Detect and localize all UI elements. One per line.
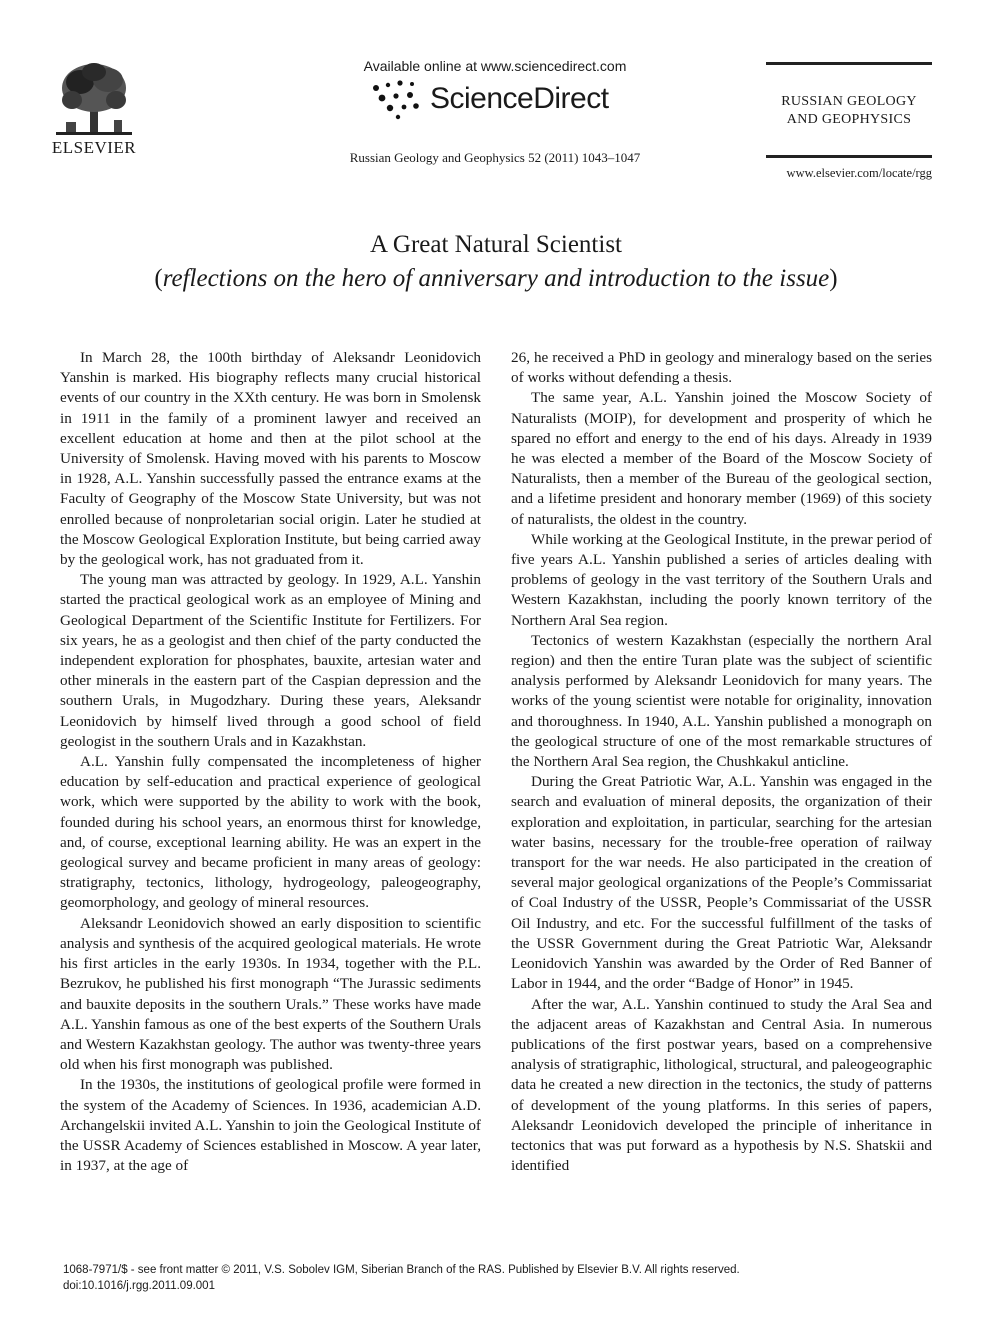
body-column-right	[511, 348, 932, 1176]
article-subtitle: (reflections on the hero of anniversary and introduction to the issue)	[154, 265, 838, 292]
sciencedirect-dots-icon	[370, 80, 422, 120]
paragraph: Tectonics of western Kazakhstan (especially the northern Aral region) and then the entire Turan plate was the subject of scientific analysis performed by Aleksandr Leonidovich for many years. The works of the young scientist were notable for originality, innovation and thoroughness. In 1940, A.L. Yanshin published a monograph on the geological structure of one of the most remarkable structures of the Northern Aral Sea region, the Chushkakul anticline.	[511, 631, 932, 771]
paragraph: Aleksandr Leonidovich showed an early disposition to scientific analysis and synthesis of the acquired geological materials. He wrote his first articles in the early 1930s. In 1934, together with the P.L. Bezrukov, he published his first monograph “The Jurassic sediments and bauxite deposits in the southern Urals.” These works have made A.L. Yanshin famous as one of the best experts of the Southern Urals and Western Kazakhstan geology. The author was twenty-three years old when his first monograph was published.	[60, 914, 481, 1074]
paragraph-continued: 26, he received a PhD in geology and mineralogy based on the series of works without defending a thesis.	[511, 349, 932, 387]
body-column-left	[60, 348, 481, 1176]
elsevier-tree-icon	[36, 60, 152, 136]
elsevier-logo[interactable]	[36, 60, 152, 160]
paragraph: The young man was attracted by geology. In 1929, A.L. Yanshin started the practical geological work as an employee of Mining and Geological Department of the Scientific Institute for Fertilizers. For six years, he as a geologist and then chief of the party conducted the independent exploration for phosphates, bauxite, artesian water and other minerals in the eastern part of the Caspian depression and the southern Urals, in Mugodzhary. During these years, Aleksandr Leonidovich by himself lived through a good school of field geologist in the southern Urals and in Kazakhstan.	[60, 571, 481, 750]
sciencedirect-logo[interactable]	[370, 80, 630, 120]
doi-link[interactable]: doi:10.1016/j.rgg.2011.09.001	[63, 1280, 215, 1292]
footer	[63, 1262, 943, 1294]
paragraph: In March 28, the 100th birthday of Aleksandr Leonidovich Yanshin is marked. His biography reflects many crucial historical events of our country in the XXth century. He was born in Smolensk in 1911 in the family of a prominent lawyer and received an excellent education at home and then at the pilot school at the University of Smolensk. Having moved with his parents to Moscow in 1928, A.L. Yanshin successfully passed the entrance exams at the Faculty of Geography of the Moscow State University, but was not enrolled because of nonproletarian social origin. Later he studied at the Moscow Geological Exploration Institute, but being carried away by the geological work, has not graduated from it.	[60, 349, 481, 569]
paragraph: While working at the Geological Institute, in the prewar period of five years A.L. Yanshin published a series of articles dealing with problems of geology in the vast territory of the Southern Urals and Western Kazakhstan, including the poorly known territory of the Northern Aral Sea region.	[511, 530, 932, 629]
journal-url[interactable]: www.elsevier.com/locate/rgg	[786, 166, 932, 180]
publisher-name: ELSEVIER	[51, 138, 137, 157]
sciencedirect-wordmark: ScienceDirect	[430, 82, 609, 115]
paragraph: After the war, A.L. Yanshin continued to study the Aral Sea and the adjacent areas of Kazakhstan and Central Asia. In numerous publications of the first postwar years, based on a comprehensive analysis of stratigraphic, lithological, structural, and paleogeographic data he created a new direction in the tectonics, the study of patterns of development of the young platforms. In this series of papers, Aleksandr Leonidovich developed the principle of inheritance in tectonics that was put forward as a hypothesis by N.S. Shatskii and identified	[511, 995, 932, 1175]
paragraph: In the 1930s, the institutions of geological profile were formed in the system of the Academy of Sciences. In 1936, academician A.D. Archangelskii invited A.L. Yanshin to join the Geological Institute of the USSR Academy of Sciences established in Moscow. A year later, in 1937, at the age of	[60, 1076, 481, 1175]
copyright-notice: 1068-7971/$ - see front matter © 2011, V.S. Sobolev IGM, Siberian Branch of the RAS. Published by Elsevier B.V. All rights reserved.	[63, 1264, 740, 1276]
paragraph: During the Great Patriotic War, A.L. Yanshin was engaged in the search and evaluation of mineral deposits, the organization of their exploration and exploitation, in particular, searching for the artesian water basins, necessary for the trouble-free operation of railway transport for the war needs. He also participated in the creation of several major geological organizations of the People’s Commissariat of Coal Industry of the USSR, People’s Commissariat of the USSR Oil Industry, and etc. For the successful fulfillment of the tasks of the USSR Government during the Great Patriotic War, Aleksandr Leonidovich Yanshin was awarded by the Order of Red Banner of Labor in 1944, and the order “Badge of Honor” in 1945.	[511, 773, 932, 993]
paragraph: A.L. Yanshin fully compensated the incompleteness of higher education by self-education and practical experience of geological work, which were supported by the ability to work with the book, founded during his school years, an enormous thirst for knowledge, and, of course, exceptional learning ability. He was an expert in the geological survey and became proficient in many areas of geology: stratigraphy, tectonics, lithology, hydrogeology, paleogeography, geomorphology, and geology of mineral resources.	[60, 753, 481, 912]
article-title: A Great Natural Scientist	[369, 231, 622, 258]
header-rule-bottom	[766, 155, 932, 158]
article-subtitle-text: reflections on the hero of anniversary and introduction to the issue	[162, 265, 830, 292]
available-online-text[interactable]: Available online at www.sciencedirect.com	[363, 58, 627, 74]
journal-citation: Russian Geology and Geophysics 52 (2011) 1043–1047	[349, 150, 641, 165]
paragraph: The same year, A.L. Yanshin joined the Moscow Society of Naturalists (MOIP), for development and prosperity of which he spared no effort and energy to the end of his days. Already in 1939 he was elected a member of the Board of the Moscow Society of Naturalists, then a member of the Bureau of the geological section, and a lifetime president and honorary member (1969) of this society of naturalists, the oldest in the country.	[511, 389, 932, 528]
header-rule-top	[766, 62, 932, 65]
journal-name: RUSSIAN GEOLOGY AND GEOPHYSICS	[781, 94, 917, 127]
